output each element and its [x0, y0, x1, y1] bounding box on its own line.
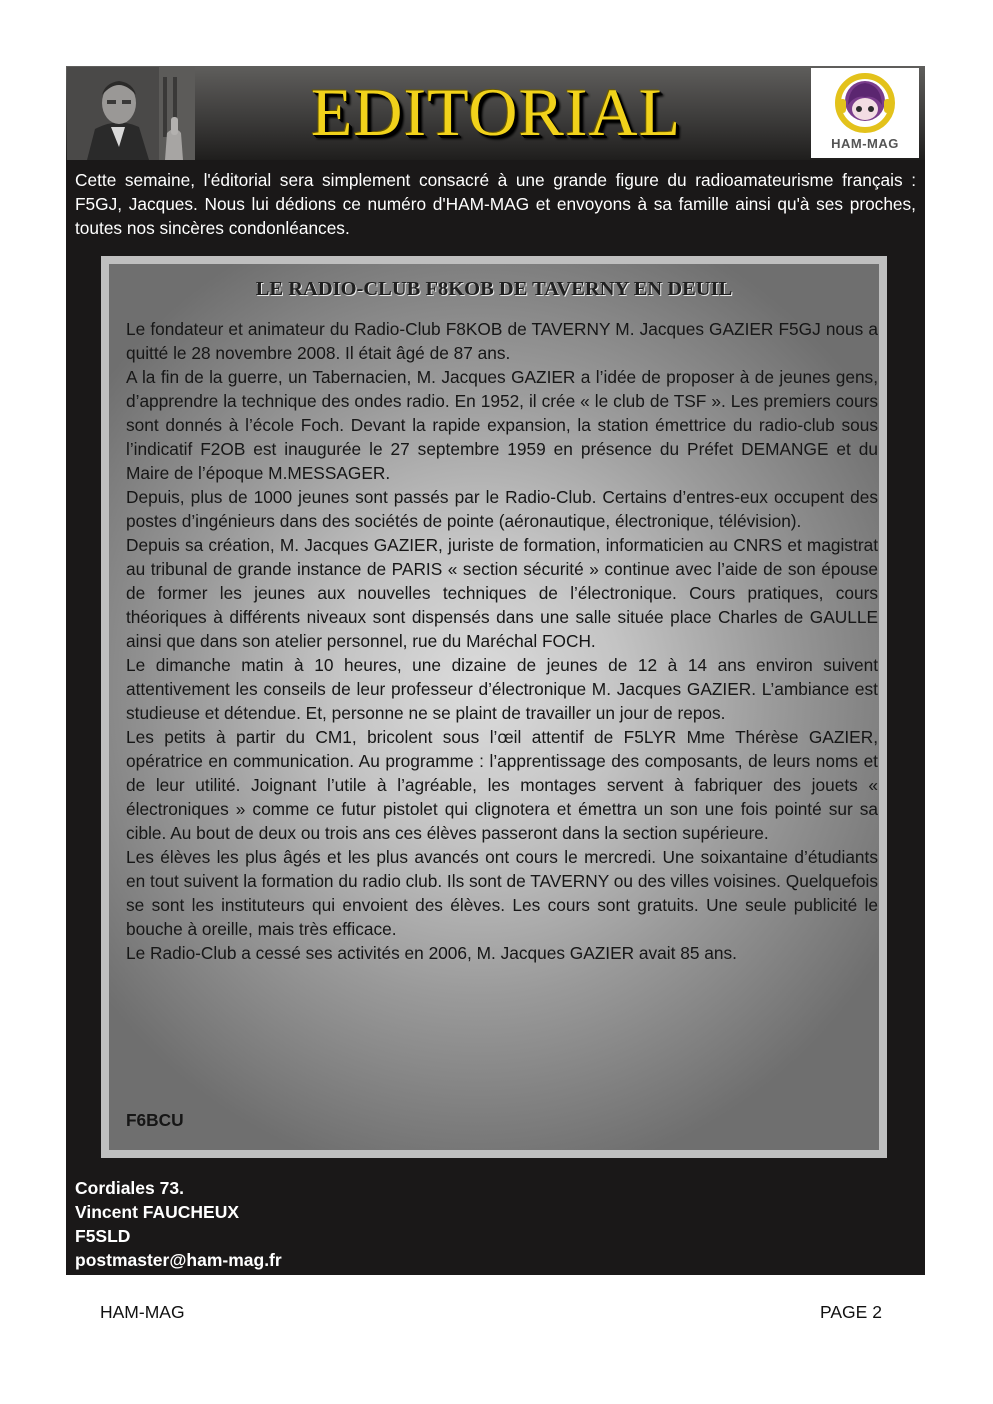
article-paragraph: Depuis, plus de 1000 jeunes sont passés par le Radio-Club. Certains d’entres-eux occupent des postes d’ingénieurs dans des sociétés de pointe (aéronautique, électronique, télévision). — [126, 487, 878, 531]
closing-email: postmaster@ham-mag.fr — [75, 1250, 282, 1270]
closing-block — [75, 1176, 282, 1272]
article-paragraph: Les élèves les plus âgés et les plus avancés ont cours le mercredi. Une soixantaine d’étudiants en tout suivent la formation du radio club. Ils sont de TAVERNY ou des villes voisines. Quelquefois se sont les instituteurs qui envoient des élèves. Les cours sont gratuits. Une seule publicité le bouche à oreille, mais très efficace. — [126, 847, 878, 939]
footer-page-number: PAGE 2 — [820, 1302, 882, 1322]
closing-author: Vincent FAUCHEUX — [75, 1202, 240, 1222]
editorial-sheet — [66, 66, 925, 1275]
article-box — [109, 264, 879, 1150]
editorial-intro: Cette semaine, l'éditorial sera simplement consacré à une grande figure du radioamateurisme français : F5GJ, Jacques. Nous lui dédions ce numéro d'HAM-MAG et envoyons à sa famille ainsi qu'à ses proches, toutes nos sincères condonléances. — [75, 170, 916, 238]
footer-publication: HAM-MAG — [100, 1302, 185, 1322]
article-body — [126, 317, 878, 965]
article-paragraph: Le dimanche matin à 10 heures, une dizaine de jeunes de 12 à 14 ans environ suivent attentivement les conseils de leur professeur d’électronique M. Jacques GAZIER. L’ambiance est studieuse et détendue. Et, personne ne se plaint de travailler un jour de repos. — [126, 655, 878, 723]
article-signature: F6BCU — [126, 1110, 184, 1130]
article-paragraph: Le Radio-Club a cessé ses activités en 2006, M. Jacques GAZIER avait 85 ans. — [126, 943, 737, 963]
editorial-header — [66, 66, 925, 160]
editorial-title: EDITORIAL — [310, 74, 682, 150]
article-frame — [101, 256, 887, 1158]
article-paragraph: A la fin de la guerre, un Tabernacien, M. Jacques GAZIER a l’idée de proposer à de jeunes gens, d’apprendre la technique des ondes radio. En 1952, il crée « le club de TSF ». Les premiers cours sont donnés à l’école Foch. Devant la rapide expansion, la station émettrice du radio-club sous l’indicatif F2OB est inaugurée le 27 septembre 1959 en présence du Préfet DEMANGE et du Maire de l’époque M.MESSAGER. — [126, 367, 878, 483]
article-title: LE RADIO-CLUB F8KOB DE TAVERNY EN DEUIL — [255, 278, 733, 300]
article-paragraph: Le fondateur et animateur du Radio-Club F8KOB de TAVERNY M. Jacques GAZIER F5GJ nous a quitté le 28 novembre 2008. Il était âgé de 87 ans. — [126, 319, 878, 363]
ham-mag-logo — [811, 68, 919, 158]
closing-callsign: F5SLD — [75, 1226, 131, 1246]
editor-portrait — [67, 67, 195, 160]
closing-greeting: Cordiales 73. — [75, 1178, 184, 1198]
article-paragraph: Les petits à partir du CM1, bricolent sous l’œil attentif de F5LYR Mme Thérèse GAZIER, opératrice en communication. Au programme : l’apprentissage des composants, de leurs noms et de leur utilité. Joignant l’utile à l’agréable, les montages servent à fabriquer des jouets « électroniques » comme ce futur pistolet qui clignotera et émettra un son une fois pointé sur sa cible. Au bout de deux ou trois ans ces élèves passeront dans la section supérieure. — [126, 727, 878, 843]
logo-text: HAM-MAG — [831, 136, 899, 151]
article-paragraph: Depuis sa création, M. Jacques GAZIER, juriste de formation, informaticien au CNRS et magistrat au tribunal de grande instance de PARIS « section sécurité » continue avec l’aide de son épouse de former les jeunes aux nouvelles techniques de l’électronique. Cours pratiques, cours théoriques à différents niveaux sont dispensés dans une salle située place Charles de GAULLE ainsi que dans son atelier personnel, rue du Maréchal FOCH. — [126, 535, 878, 651]
